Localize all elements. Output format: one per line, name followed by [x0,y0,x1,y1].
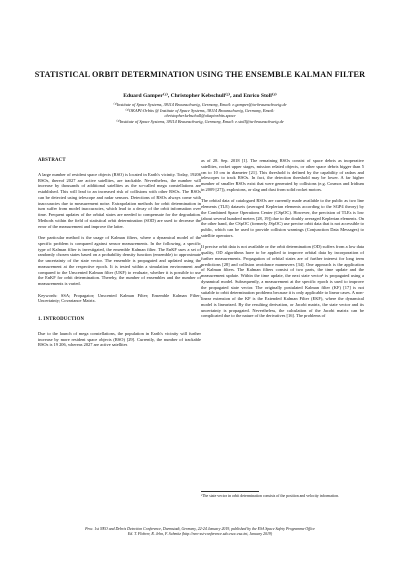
affiliation-line: ⁽¹⁾Institute of Space Systems, 38114 Braunschweig, Germany, Email: e.gamper@tu-braunschweig.de [113,102,287,107]
footer-line: Proc. 1st NEO and Debris Detection Conference, Darmstadt, Germany, 22-24 January 2019, published by the ESA Space Safety Programme Office [85,527,315,531]
paper-title: STATISTICAL ORBIT DETERMINATION USING THE ENSEMBLE KALMAN FILTER [34,70,366,79]
keywords: Keywords: SSA; Propagator; Unscented Kalman Filter; Ensemble Kalman Filter; Uncertainty; Covariance Matrix. [38,292,201,304]
abstract-paragraph: A large number of resident space objects (RSO) is located in Earth's vicinity. Today, 19206 RSOs, thereof 2027 are active satellites, are trackable. Nevertheless, the number will increase by thousands of additional satellites as the so-called mega constellations are established. This will lead to an increased risk of collisions with other RSOs. The RSOs can be detected using telescope and radar sensors. Detections of RSOs always come with inaccuracies due to measurement noise. Extrapolation methods for orbit determination in turn suffer from model inaccuracies, which lead to a decay of the orbit information over time. Frequent updates of the orbital states are needed to compensate for the degradation. Methods within the field of statistical orbit determination (SOD) are used to decrease the error of the measurement and improve the latter. [38,171,201,229]
affiliation-line: christopher.kebschull@okapiorbits.space [164,113,236,119]
body-paragraph: The orbital data of catalogued RSOs are currently made available to the public as two line elements (TLE) datasets (averaged Keplerian elements according to the SGP4 theory) by the Combined Space Operations Center (CSpOC). However, the precision of TLEs is low (about several hundred meters [28, 19]) due to the doubly averaged Keplerian elements. On the other hand, the CSpOC (formerly JSpOC) use precise orbit data that is not accessible to public, which can be used to provide collision warnings (Conjunction Data Messages) to satellite operators. [201,198,364,238]
footnote: ¹The state vector in orbit determination consists of the position and velocity information. [201,494,340,498]
left-column [38,158,201,354]
affiliation-line: ⁽²⁾OKAPI:Orbits @ Institute of Space Systems, 38114 Braunschweig, Germany, Email: [125,107,275,113]
author-list: Eduard Gamper⁽¹⁾, Christopher Kebschull⁽²⁾, and Enrico Stoll⁽³⁾ [123,93,277,99]
abstract-heading: ABSTRACT [38,158,66,163]
affiliations [30,102,370,124]
body-paragraph: If precise orbit data is not available or the orbit determination (OD) suffers from a low data quality, OD algorithms have to be applied to improve orbital data by incorporation of further measurements. Propagation of orbital states are of further interest for long term predictions [28] and collision avoidance maneuvers [34]. One approach is the application of Kalman filters. The Kalman filters consist of two parts, the time update and the measurement update. Within the time update, the next state vector¹ is propagated using a dynamical model. Subsequently, a measurement at the specific epoch is used to improve the propagated state vector. The originally postulated Kalman filter (KF) [17] is not suitable to orbit determination problems because it is only applicable to linear cases. A non-linear extension of the KF is the Extended Kalman Filter (EKF), where the dynamical model is linearized. By the resulting derivation, or Jacobi matrix, the state vector and its uncertainty is propagated. Nevertheless, the calculation of the Jacobi matrix can be complicated due to the nature of the derivatives [16]. The problems of [201,244,364,319]
footnote-divider [201,491,259,492]
introduction-paragraph: Due to the launch of mega constellations, the population in Earth's vicinity will further increase by more resident space objects (RSO) [29]. Currently, the number of trackable RSOs is 19 206, whereas 2027 are active satellites [38,330,201,348]
abstract-paragraph: One particular method is the usage of Kalman filters, where a dynamical model of the specific problem is compared against sensor measurements. In the following, a specific type of Kalman filter is investigated, the ensemble Kalman filter. The EnKF uses a set of randomly chosen states based on a probability density function (ensemble) to approximate the uncertainty of the state vector. The ensemble is propagated and updated using the measurement at the respective epoch. It is tested within a simulation environment and compared to the Unscented Kalman filter (UKF) to evaluate, whether it is possible to use the EnKF for orbit determination. Thereby, the number of ensembles and the number of measurements is varied. [38,235,201,287]
introduction-heading: 1. INTRODUCTION [38,317,85,323]
affiliation-line: ⁽³⁾Institute of Space Systems, 38114 Braunschweig, Germany, Email: e.stoll@tu-braunschweig.de [116,118,284,124]
footer-line: Ed. T. Flohrer, R. Jehn, F. Schmitz (http://neo-sst-conference.sdo.esoc.esa.int, January 2019) [127,532,273,537]
right-column [201,158,364,325]
proceedings-footer [30,527,370,537]
body-paragraph: as of 28. Sep. 2018 [1]. The remaining RSOs consist of space debris as inoperative satellites, rocket upper stages, mission related objects, or other space debris bigger than 5 cm to 10 cm in diameter [21]. This threshold is defined by the capability of radars and telescopes to track RSOs. In fact, the detection threshold may be lower. A far higher number of smaller RSOs exist that were generated by collisions (e.g. Cosmos and Iridium in 2009 [27]), explosions, or slag and dust from solid rocket motors. [201,158,364,192]
